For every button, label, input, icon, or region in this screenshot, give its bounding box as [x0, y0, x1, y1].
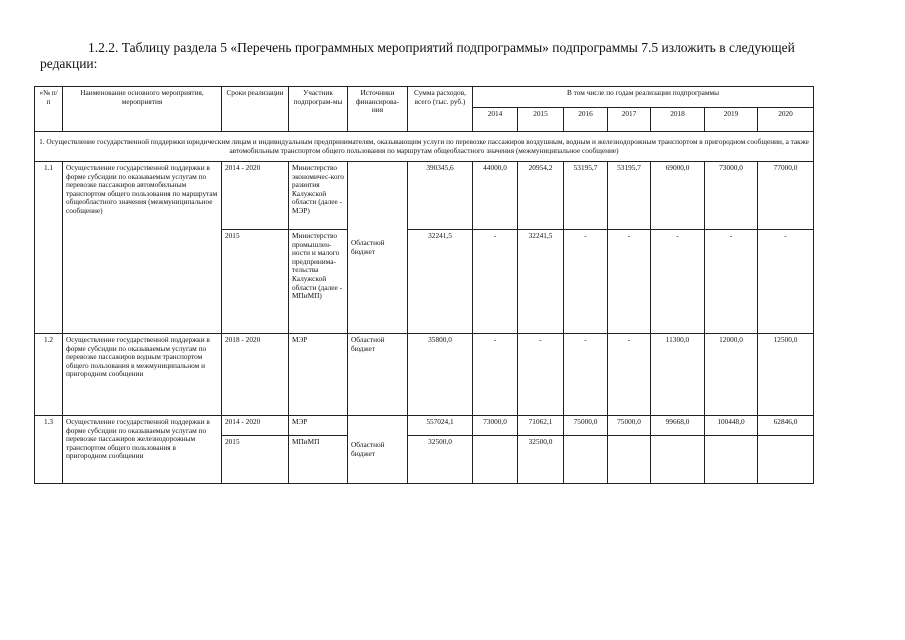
table-row: [35, 416, 814, 436]
section-row: [35, 132, 814, 162]
year-value: 73000,0: [473, 416, 518, 436]
period-cell: 2014 - 2020: [222, 162, 289, 230]
year-value: 11300,0: [651, 334, 705, 416]
section-title: 1. Осуществление государственной поддержки юридическим лицам и индивидуальным предпринимателям, оказывающим услуги по перевозке пассажиров воздушным, водным и железнодорожным транспортом в пригородном сообщении, а также автомобильным транспортом общего пользования по маршрутам общеобластного значения (межмуниципальное сообщение): [35, 132, 814, 162]
year-value: 77000,0: [758, 162, 814, 230]
header-year: 2019: [705, 108, 758, 132]
year-value: [651, 436, 705, 484]
sum-cell: 390345,6: [408, 162, 473, 230]
intro-paragraph: [40, 40, 870, 72]
year-value: 20954,2: [518, 162, 564, 230]
year-value: 69000,0: [651, 162, 705, 230]
activity-name: Осуществление государственной поддержки в форме субсидии по оказываемым услугам по перевозке пассажиров водным транспортом общего пользования в межмуниципальном и пригородном сообщении: [63, 334, 222, 416]
period-cell: 2014 - 2020: [222, 416, 289, 436]
participant-cell: МПиМП: [289, 436, 348, 484]
source-cell: Областной бюджет: [348, 416, 408, 484]
year-value: -: [473, 230, 518, 334]
year-value: 73000,0: [705, 162, 758, 230]
year-value: 62846,0: [758, 416, 814, 436]
year-value: [564, 436, 608, 484]
header-year: 2020: [758, 108, 814, 132]
year-value: 75000,0: [608, 416, 651, 436]
year-value: 53195,7: [608, 162, 651, 230]
year-value: [608, 436, 651, 484]
participant-cell: МЭР: [289, 334, 348, 416]
year-value: -: [518, 334, 564, 416]
header-row-1: [35, 87, 814, 108]
row-number: 1.1: [35, 162, 63, 334]
year-value: 44000,0: [473, 162, 518, 230]
year-value: 100448,0: [705, 416, 758, 436]
header-year: 2014: [473, 108, 518, 132]
period-cell: 2018 - 2020: [222, 334, 289, 416]
participant-cell: Министерство промышлен-ности и малого предпринима-тельства Калужской области (далее - МПиМП): [289, 230, 348, 334]
year-value: -: [651, 230, 705, 334]
table-row: [35, 334, 814, 416]
row-number: 1.2: [35, 334, 63, 416]
participant-cell: МЭР: [289, 416, 348, 436]
year-value: -: [564, 334, 608, 416]
year-value: 32241,5: [518, 230, 564, 334]
year-value: -: [564, 230, 608, 334]
header-year: 2018: [651, 108, 705, 132]
sum-cell: 32500,0: [408, 436, 473, 484]
activity-name: Осуществление государственной поддержки в форме субсидии по оказываемым услугам по перевозке пассажиров автомобильным транспортом общего пользования по маршрутам общеобластного значения (межмуниципальное сообщение): [63, 162, 222, 334]
year-value: 32500,0: [518, 436, 564, 484]
header-sources: Источники финансирова-ния: [348, 87, 408, 132]
header-years-group: В том числе по годам реализации подпрограммы: [473, 87, 814, 108]
row-number: 1.3: [35, 416, 63, 484]
intro-line-1: 1.2.2. Таблицу раздела 5 «Перечень программных мероприятий подпрограммы» подпрограммы 7.5 изложить в следующей: [88, 40, 795, 55]
period-cell: 2015: [222, 230, 289, 334]
header-participant: Участник подпрограм-мы: [289, 87, 348, 132]
sum-cell: 32241,5: [408, 230, 473, 334]
year-value: -: [608, 230, 651, 334]
year-value: [758, 436, 814, 484]
year-value: 12000,0: [705, 334, 758, 416]
year-value: 99668,0: [651, 416, 705, 436]
year-value: 12500,0: [758, 334, 814, 416]
header-year: 2015: [518, 108, 564, 132]
header-period: Сроки реализации: [222, 87, 289, 132]
year-value: -: [758, 230, 814, 334]
period-cell: 2015: [222, 436, 289, 484]
table-row: [35, 162, 814, 230]
sum-cell: 35800,0: [408, 334, 473, 416]
header-sum: Сумма расходов, всего (тыс. руб.): [408, 87, 473, 132]
header-year: 2016: [564, 108, 608, 132]
intro-line-2: редакции:: [40, 56, 98, 71]
year-value: 53195,7: [564, 162, 608, 230]
source-cell: Областной бюджет: [348, 334, 408, 416]
source-cell: Областной бюджет: [348, 162, 408, 334]
header-year: 2017: [608, 108, 651, 132]
sum-cell: 557024,1: [408, 416, 473, 436]
year-value: -: [473, 334, 518, 416]
year-value: [705, 436, 758, 484]
activity-name: Осуществление государственной поддержки в форме субсидии по оказываемым услугам по перевозке пассажиров железнодорожным транспортом общего пользования в пригородном сообщении: [63, 416, 222, 484]
year-value: -: [705, 230, 758, 334]
header-num: «№ п/п: [35, 87, 63, 132]
participant-cell: Министерство экономичес-кого развития Калужской области (далее - МЭР): [289, 162, 348, 230]
program-activities-table: [34, 86, 814, 484]
header-name: Наименование основного мероприятия, мероприятия: [63, 87, 222, 132]
year-value: -: [608, 334, 651, 416]
year-value: 71062,1: [518, 416, 564, 436]
year-value: 75000,0: [564, 416, 608, 436]
year-value: [473, 436, 518, 484]
